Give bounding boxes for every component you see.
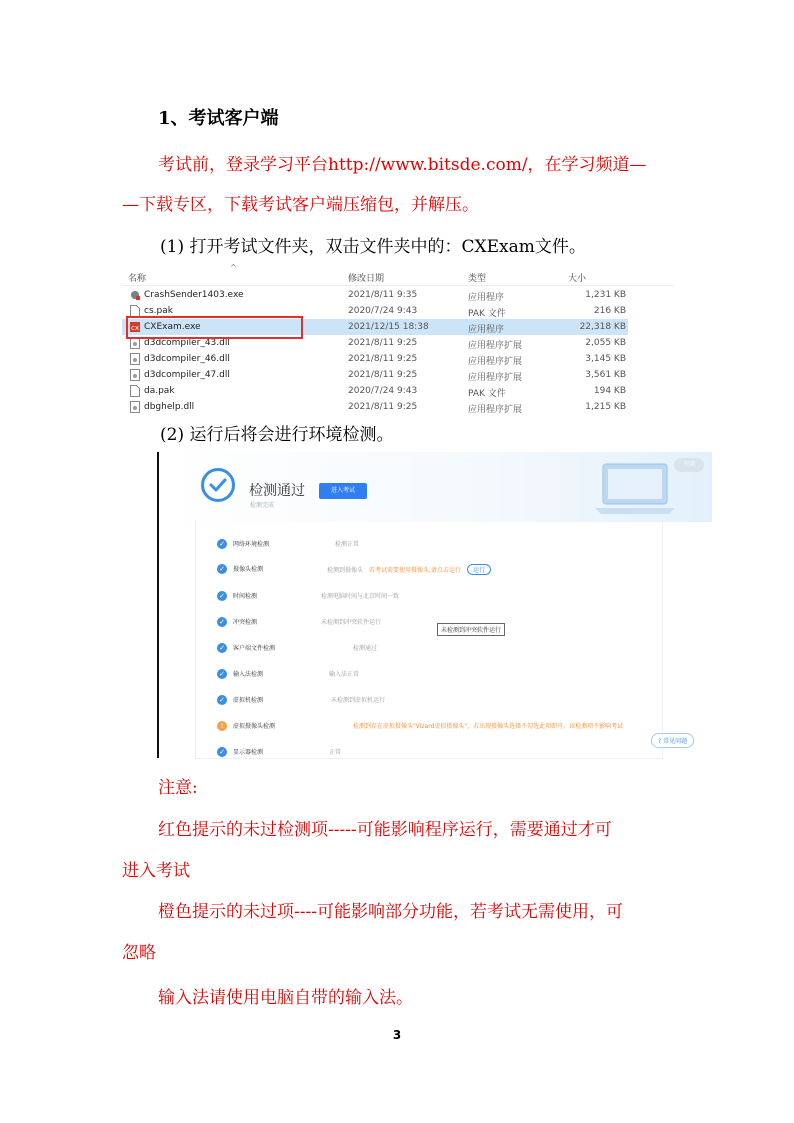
notice-title: 注意: bbox=[158, 778, 198, 798]
notice-red-line-2: 进入考试 bbox=[122, 861, 190, 881]
file-row[interactable] bbox=[122, 399, 628, 415]
notice-orange-line-2: 忽略 bbox=[122, 943, 156, 963]
file-name: da.pak bbox=[144, 386, 175, 396]
sort-caret-icon: ^ bbox=[230, 263, 237, 272]
check-item-label: 冲突检测 bbox=[233, 619, 258, 626]
step-1-text: (1) 打开考试文件夹，双击文件夹中的：CXExam文件。 bbox=[160, 237, 586, 257]
run-camera-button[interactable]: 运行 bbox=[467, 564, 491, 575]
check-title: 检测通过 bbox=[249, 483, 305, 499]
file-date: 2020/7/24 9:43 bbox=[348, 306, 418, 316]
check-item-label: 时间检测 bbox=[233, 593, 258, 600]
file-type: PAK 文件 bbox=[468, 309, 506, 319]
file-date: 2021/8/11 9:25 bbox=[348, 354, 418, 364]
check-item-status bbox=[321, 617, 381, 626]
file-size: 2,055 KB bbox=[585, 338, 626, 348]
check-item-label: 显示器检测 bbox=[233, 749, 264, 756]
file-size: 1,231 KB bbox=[585, 290, 626, 300]
check-passed-icon bbox=[201, 468, 235, 502]
check-header bbox=[159, 452, 712, 522]
check-item-label: 网络环境检测 bbox=[233, 541, 270, 548]
file-name: d3dcompiler_43.dll bbox=[144, 338, 230, 348]
file-icon bbox=[130, 385, 140, 397]
page-number: 3 bbox=[392, 1028, 402, 1042]
check-item-status bbox=[353, 721, 623, 730]
tooltip: 未检测到冲突软件运行 bbox=[437, 623, 505, 636]
file-type: 应用程序扩展 bbox=[468, 405, 523, 415]
check-icon: ✓ bbox=[217, 539, 227, 549]
status-text: 检测到存在虚拟摄像头"Vizard虚拟摄像头"，若出现摄像头选择不勾选此项即可，该检测项不影响考试 bbox=[353, 723, 624, 730]
check-item-label: 摄像头检测 bbox=[233, 566, 264, 573]
enter-exam-button[interactable]: 进入考试 bbox=[319, 483, 367, 499]
status-text: 未检测到冲突软件运行 bbox=[321, 619, 382, 626]
dll-file-icon bbox=[130, 353, 140, 365]
svg-text:cx: cx bbox=[131, 324, 139, 332]
check-icon: ✓ bbox=[217, 591, 227, 601]
file-size: 194 KB bbox=[593, 386, 626, 396]
step-2-text: (2) 运行后将会进行环境检测。 bbox=[160, 425, 394, 445]
file-date: 2021/8/11 9:25 bbox=[348, 370, 418, 380]
file-name: cs.pak bbox=[144, 306, 173, 316]
file-date: 2021/8/11 9:25 bbox=[348, 402, 418, 412]
file-size: 216 KB bbox=[593, 306, 626, 316]
check-item-note: 若考试需要使用摄像头,请点击运行 bbox=[369, 567, 461, 574]
check-item-label: 客户端文件检测 bbox=[233, 645, 276, 652]
laptop-illustration-icon bbox=[589, 458, 681, 520]
file-explorer-screenshot bbox=[122, 263, 674, 415]
check-icon: ✓ bbox=[217, 564, 227, 574]
file-type: PAK 文件 bbox=[468, 389, 506, 399]
file-size: 22,318 KB bbox=[579, 322, 626, 332]
status-text: 检测正常 bbox=[335, 541, 360, 548]
warning-icon: ! bbox=[217, 721, 227, 731]
column-header-size[interactable]: 大小 bbox=[568, 274, 587, 284]
intro-line-2: —下载专区，下载考试客户端压缩包，并解压。 bbox=[122, 195, 479, 215]
check-icon: ✓ bbox=[217, 669, 227, 679]
check-icon: ✓ bbox=[217, 617, 227, 627]
file-name: d3dcompiler_46.dll bbox=[144, 354, 230, 364]
file-row[interactable] bbox=[122, 367, 628, 383]
notice-orange-line-1: 橙色提示的未过项----可能影响部分功能，若考试无需使用，可 bbox=[158, 902, 623, 922]
check-item-label: 虚拟摄像头检测 bbox=[233, 723, 276, 730]
file-name: CXExam.exe bbox=[144, 322, 201, 332]
check-item-label: 输入法检测 bbox=[233, 671, 264, 678]
file-date: 2021/8/11 9:35 bbox=[348, 290, 418, 300]
check-item-status bbox=[321, 591, 399, 600]
check-item-status bbox=[335, 539, 359, 548]
highlight-box bbox=[126, 316, 303, 339]
check-icon: ✓ bbox=[217, 747, 227, 757]
column-header-name[interactable]: 名称 bbox=[128, 274, 147, 284]
file-name: d3dcompiler_47.dll bbox=[144, 370, 230, 380]
status-text: 检测通过 bbox=[353, 645, 378, 652]
exe-file-icon bbox=[130, 289, 140, 301]
file-type: 应用程序扩展 bbox=[468, 341, 523, 351]
notice-ime: 输入法请使用电脑自带的输入法。 bbox=[158, 988, 413, 1008]
notice-red-line-1: 红色提示的未过检测项-----可能影响程序运行，需要通过才可 bbox=[158, 820, 612, 840]
check-item-status bbox=[329, 747, 341, 756]
close-button[interactable]: 关闭 bbox=[674, 458, 704, 472]
file-name: dbghelp.dll bbox=[144, 402, 195, 412]
file-type: 应用程序 bbox=[468, 293, 505, 303]
check-item-status bbox=[353, 643, 377, 652]
file-date: 2021/8/11 9:25 bbox=[348, 338, 418, 348]
file-size: 1,215 KB bbox=[585, 402, 626, 412]
check-item-status bbox=[329, 669, 359, 678]
column-header-date[interactable]: 修改日期 bbox=[348, 274, 385, 284]
environment-check-screenshot bbox=[157, 452, 712, 758]
column-header-type[interactable]: 类型 bbox=[468, 274, 487, 284]
status-text: 输入法正常 bbox=[329, 671, 360, 678]
status-text: 检测到摄像头 bbox=[327, 567, 364, 574]
file-type: 应用程序扩展 bbox=[468, 357, 523, 367]
dll-file-icon bbox=[130, 401, 140, 413]
check-icon: ✓ bbox=[217, 695, 227, 705]
file-row[interactable] bbox=[122, 383, 628, 399]
file-row[interactable] bbox=[122, 351, 628, 367]
status-text: 未检测到虚拟机运行 bbox=[331, 697, 386, 704]
status-text: 正常 bbox=[329, 749, 342, 756]
file-size: 3,145 KB bbox=[585, 354, 626, 364]
file-type: 应用程序扩展 bbox=[468, 373, 523, 383]
faq-button[interactable] bbox=[651, 733, 694, 748]
check-subtitle: 检测完成 bbox=[250, 502, 275, 509]
check-icon: ✓ bbox=[217, 643, 227, 653]
file-size: 3,561 KB bbox=[585, 370, 626, 380]
help-icon: ? bbox=[658, 738, 662, 745]
status-text: 检测电脑时间与北京时间一致 bbox=[321, 593, 400, 600]
file-type: 应用程序 bbox=[468, 325, 505, 335]
check-item-status bbox=[327, 564, 491, 575]
file-name: CrashSender1403.exe bbox=[144, 290, 244, 300]
section-heading: 1、考试客户端 bbox=[158, 108, 279, 129]
faq-label: 常见问题 bbox=[663, 738, 688, 745]
file-date: 2021/12/15 18:38 bbox=[348, 322, 429, 332]
check-item-status bbox=[331, 695, 385, 704]
intro-line-1: 考试前，登录学习平台http://www.bitsde.com/，在学习频道— bbox=[158, 155, 647, 175]
file-date: 2020/7/24 9:43 bbox=[348, 386, 418, 396]
file-row[interactable] bbox=[122, 287, 628, 303]
dll-file-icon bbox=[130, 369, 140, 381]
header-divider bbox=[122, 285, 674, 286]
check-item-label: 虚拟机检测 bbox=[233, 697, 264, 704]
